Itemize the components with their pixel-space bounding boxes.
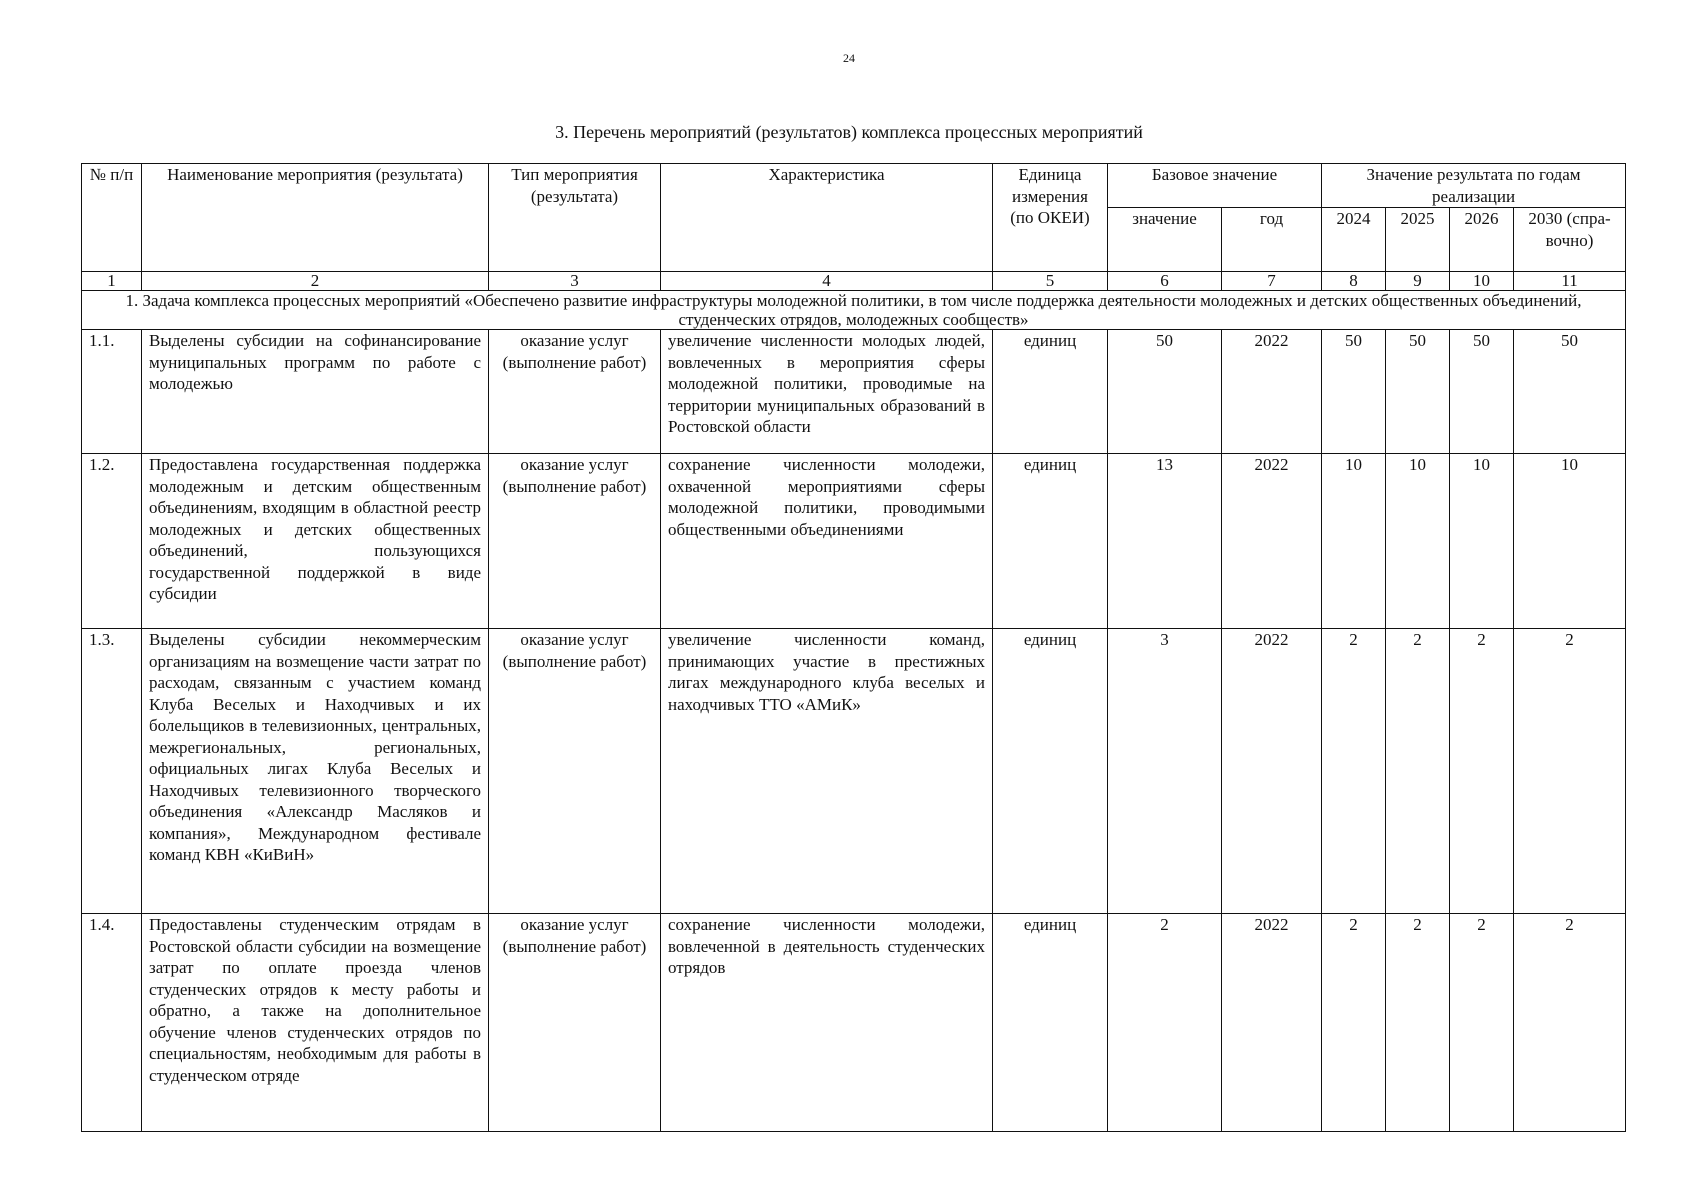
row-base-value: 13	[1108, 454, 1222, 629]
header-base-value: значение	[1108, 208, 1222, 272]
header-name: Наименование мероприятия (результата)	[142, 164, 489, 272]
row-name: Предоставлены студенческим отрядам в Ростовской области субсидии на возмещение затрат по оплате проезда членов студенческих отрядов к месту работы и обратно, а также на дополнительное обучение членов студенческих отрядов по специальностям, необходимым для работы в студенческом отряде	[142, 914, 489, 1132]
table-row	[82, 914, 1626, 1132]
column-number: 6	[1108, 272, 1222, 291]
row-base-value: 3	[1108, 629, 1222, 914]
row-value-2026: 2	[1450, 914, 1514, 1132]
row-unit: единиц	[993, 914, 1108, 1132]
row-unit: единиц	[993, 330, 1108, 454]
header-year-2030: 2030 (спра-вочно)	[1514, 208, 1626, 272]
row-name: Выделены субсидии на софинансирование муниципальных программ по работе с молодежью	[142, 330, 489, 454]
row-value-2025: 10	[1386, 454, 1450, 629]
column-number-row	[82, 272, 1626, 291]
task-row	[82, 291, 1626, 330]
row-value-2024: 2	[1322, 914, 1386, 1132]
row-value-2026: 10	[1450, 454, 1514, 629]
column-number: 9	[1386, 272, 1450, 291]
row-value-2025: 50	[1386, 330, 1450, 454]
column-number: 5	[993, 272, 1108, 291]
column-number: 2	[142, 272, 489, 291]
row-characteristic: увеличение численности молодых людей, вовлеченных в мероприятия сферы молодежной политики, проводимые на территории муниципальных образований в Ростовской области	[661, 330, 993, 454]
header-base: Базовое значение	[1108, 164, 1322, 208]
column-number: 7	[1222, 272, 1322, 291]
row-unit: единиц	[993, 629, 1108, 914]
column-number: 1	[82, 272, 142, 291]
table-row	[82, 454, 1626, 629]
row-value-2030: 50	[1514, 330, 1626, 454]
row-number: 1.3.	[82, 629, 142, 914]
header-year-2026: 2026	[1450, 208, 1514, 272]
column-number: 10	[1450, 272, 1514, 291]
row-base-year: 2022	[1222, 454, 1322, 629]
header-characteristic: Характеристика	[661, 164, 993, 272]
row-value-2030: 2	[1514, 629, 1626, 914]
column-number: 3	[489, 272, 661, 291]
header-year-2024: 2024	[1322, 208, 1386, 272]
table-row	[82, 629, 1626, 914]
header-year-2025: 2025	[1386, 208, 1450, 272]
column-number: 8	[1322, 272, 1386, 291]
row-characteristic: сохранение численности молодежи, охваченной мероприятиями сферы молодежной политики, проводимыми общественными объединениями	[661, 454, 993, 629]
row-base-year: 2022	[1222, 629, 1322, 914]
header-result: Значение результата по годам реализации	[1322, 164, 1626, 208]
row-value-2030: 2	[1514, 914, 1626, 1132]
row-type: оказание услуг (выполнение работ)	[489, 454, 661, 629]
row-value-2026: 2	[1450, 629, 1514, 914]
row-value-2024: 2	[1322, 629, 1386, 914]
column-number: 11	[1514, 272, 1626, 291]
row-base-year: 2022	[1222, 330, 1322, 454]
header-base-year: год	[1222, 208, 1322, 272]
header-row	[82, 164, 1626, 208]
row-characteristic: увеличение численности команд, принимающих участие в престижных лигах международного клуба веселых и находчивых ТТО «АМиК»	[661, 629, 993, 914]
header-type: Тип мероприятия (результата)	[489, 164, 661, 272]
task-heading: 1. Задача комплекса процессных мероприятий «Обеспечено развитие инфраструктуры молодежной политики, в том числе поддержка деятельности молодежных и детских общественных объединений, студенческих отрядов, молодежных сообществ»	[82, 291, 1626, 330]
row-type: оказание услуг (выполнение работ)	[489, 629, 661, 914]
row-name: Предоставлена государственная поддержка молодежным и детским общественным объединениям, входящим в областной реестр молодежных и детских общественных объединений, пользующихся государственной поддержкой в виде субсидии	[142, 454, 489, 629]
row-type: оказание услуг (выполнение работ)	[489, 330, 661, 454]
row-base-value: 50	[1108, 330, 1222, 454]
row-number: 1.2.	[82, 454, 142, 629]
header-no: № п/п	[82, 164, 142, 272]
row-characteristic: сохранение численности молодежи, вовлеченной в деятельность студенческих отрядов	[661, 914, 993, 1132]
row-value-2025: 2	[1386, 629, 1450, 914]
page-title: 3. Перечень мероприятий (результатов) комплекса процессных мероприятий	[555, 122, 1143, 142]
row-base-value: 2	[1108, 914, 1222, 1132]
row-base-year: 2022	[1222, 914, 1322, 1132]
row-name: Выделены субсидии некоммерческим организациям на возмещение части затрат по расходам, связанным с участием команд Клуба Веселых и Находчивых и их болельщиков в телевизионных, центральных, межрегиональных, региональных, официальных лигах Клуба Веселых и Находчивых телевизионного творческого объединения «Александр Масляков и компания», Международном фестивале команд КВН «КиВиН»	[142, 629, 489, 914]
row-value-2025: 2	[1386, 914, 1450, 1132]
header-unit: Единица измерения (по ОКЕИ)	[993, 164, 1108, 272]
row-value-2030: 10	[1514, 454, 1626, 629]
column-number: 4	[661, 272, 993, 291]
row-number: 1.4.	[82, 914, 142, 1132]
row-number: 1.1.	[82, 330, 142, 454]
page-number: 24	[843, 51, 855, 65]
results-table	[81, 163, 1626, 1132]
row-value-2024: 10	[1322, 454, 1386, 629]
row-unit: единиц	[993, 454, 1108, 629]
row-value-2026: 50	[1450, 330, 1514, 454]
table-row	[82, 330, 1626, 454]
row-type: оказание услуг (выполнение работ)	[489, 914, 661, 1132]
row-value-2024: 50	[1322, 330, 1386, 454]
